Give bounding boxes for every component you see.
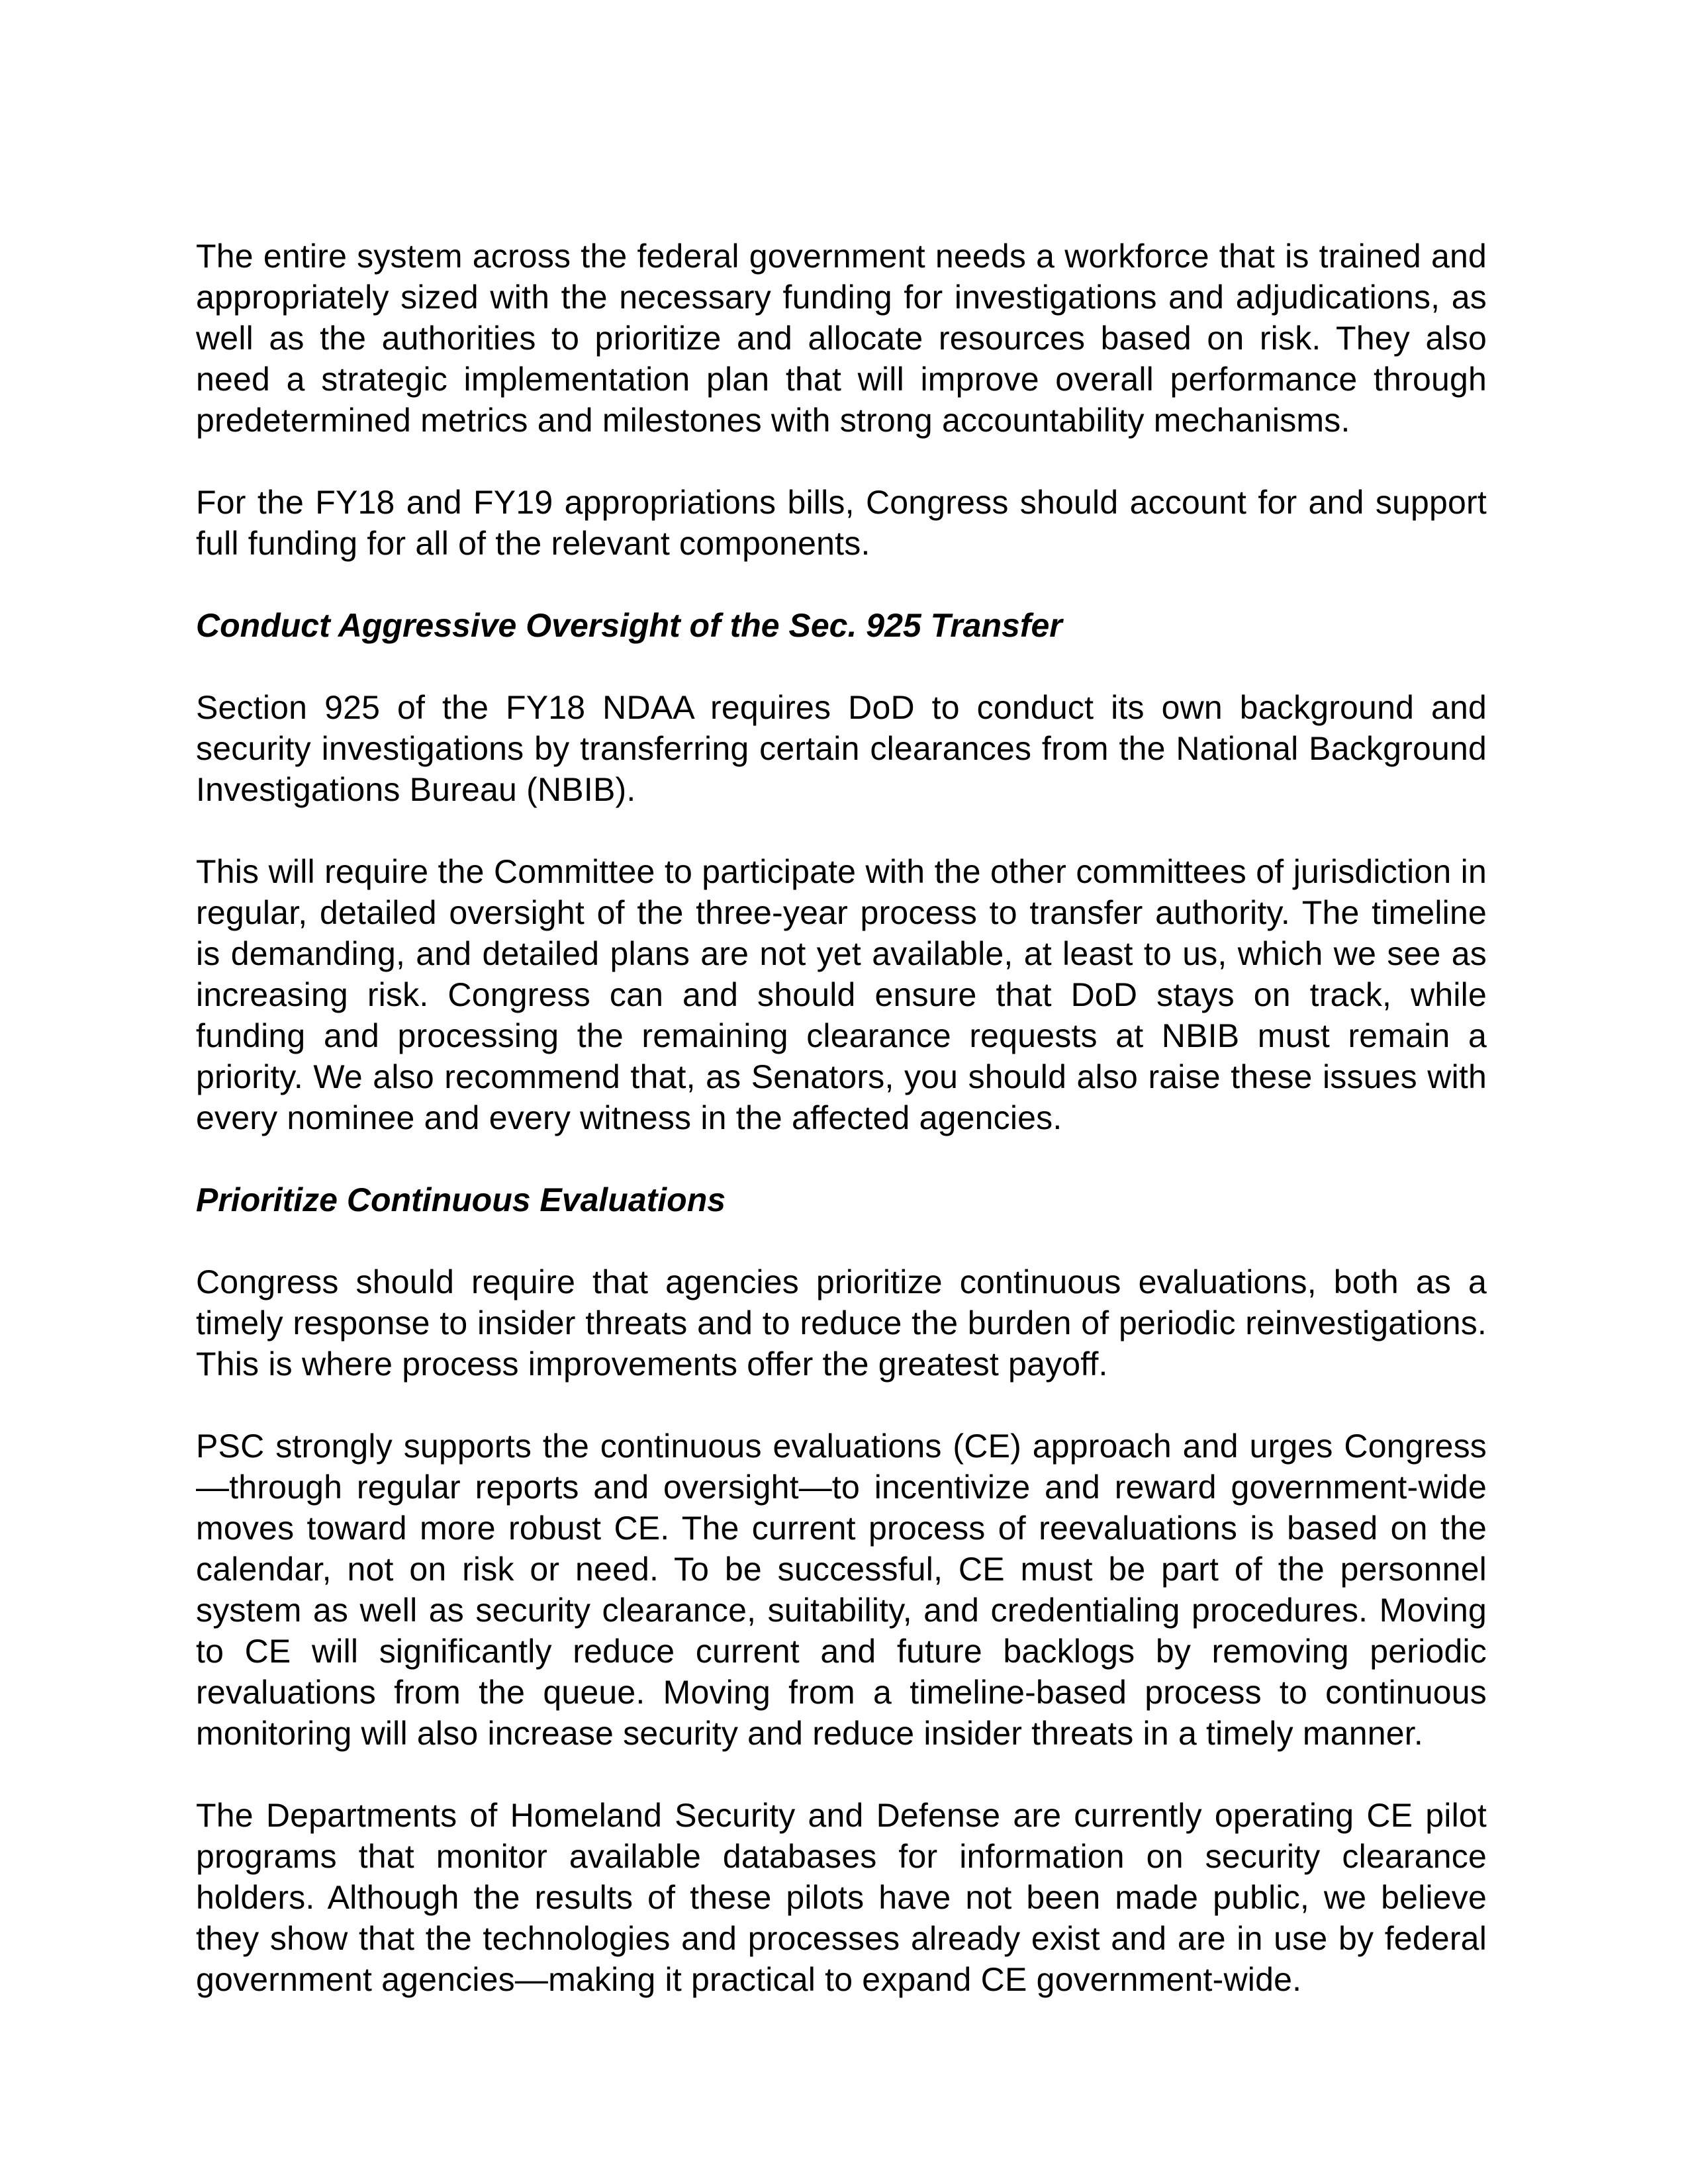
paragraph-committee-oversight: This will require the Committee to participate with the other committees of jurisdiction in regular, detailed oversight of the three-year process to transfer authority. The timeline is demanding, and detailed plans are not yet available, at least to us, which we see as increasing risk. Congress can and should ensure that DoD stays on track, while funding and processing the remaining clearance requests at NBIB must remain a priority. We also recommend that, as Senators, you should also raise these issues with every nominee and every witness in the affected agencies. [196,853,1487,1136]
heading-prioritize-continuous-evaluations: Prioritize Continuous Evaluations [196,1181,726,1218]
paragraph-dhs-dod-pilots: The Departments of Homeland Security and Defense are currently operating CE pilot programs that monitor available databases for information on security clearance holders. Although the results of these pilots have not been made public, we believe they show that the technologies and processes already exist and are in use by federal government agencies—making it practical to expand CE government-wide. [196,1797,1487,1998]
paragraph-psc-supports-ce: PSC strongly supports the continuous evaluations (CE) approach and urges Congress—through regular reports and oversight—to incentivize and reward government-wide moves toward more robust CE. The current process of reevaluations is based on the calendar, not on risk or need. To be successful, CE must be part of the personnel system as well as security clearance, suitability, and credentialing procedures. Moving to CE will significantly reduce current and future backlogs by removing periodic revaluations from the queue. Moving from a timeline-based process to continuous monitoring will also increase security and reduce insider threats in a timely manner. [196,1428,1487,1752]
document-content [196,236,1487,2041]
paragraph-appropriations: For the FY18 and FY19 appropriations bills, Congress should account for and support full funding for all of the relevant components. [196,484,1487,562]
heading-sec-925-oversight: Conduct Aggressive Oversight of the Sec. 925 Transfer [196,607,1062,644]
paragraph-workforce-needs: The entire system across the federal government needs a workforce that is trained and appropriately sized with the necessary funding for investigations and adjudications, as well as the authorities to prioritize and allocate resources based on risk. They also need a strategic implementation plan that will improve overall performance through predetermined metrics and milestones with strong accountability mechanisms. [196,238,1487,439]
paragraph-congress-require-ce: Congress should require that agencies prioritize continuous evaluations, both as a timely response to insider threats and to reduce the burden of periodic reinvestigations. This is where process improvements offer the greatest payoff. [196,1263,1487,1383]
paragraph-section-925: Section 925 of the FY18 NDAA requires DoD to conduct its own background and security investigations by transferring certain clearances from the National Background Investigations Bureau (NBIB). [196,689,1487,808]
